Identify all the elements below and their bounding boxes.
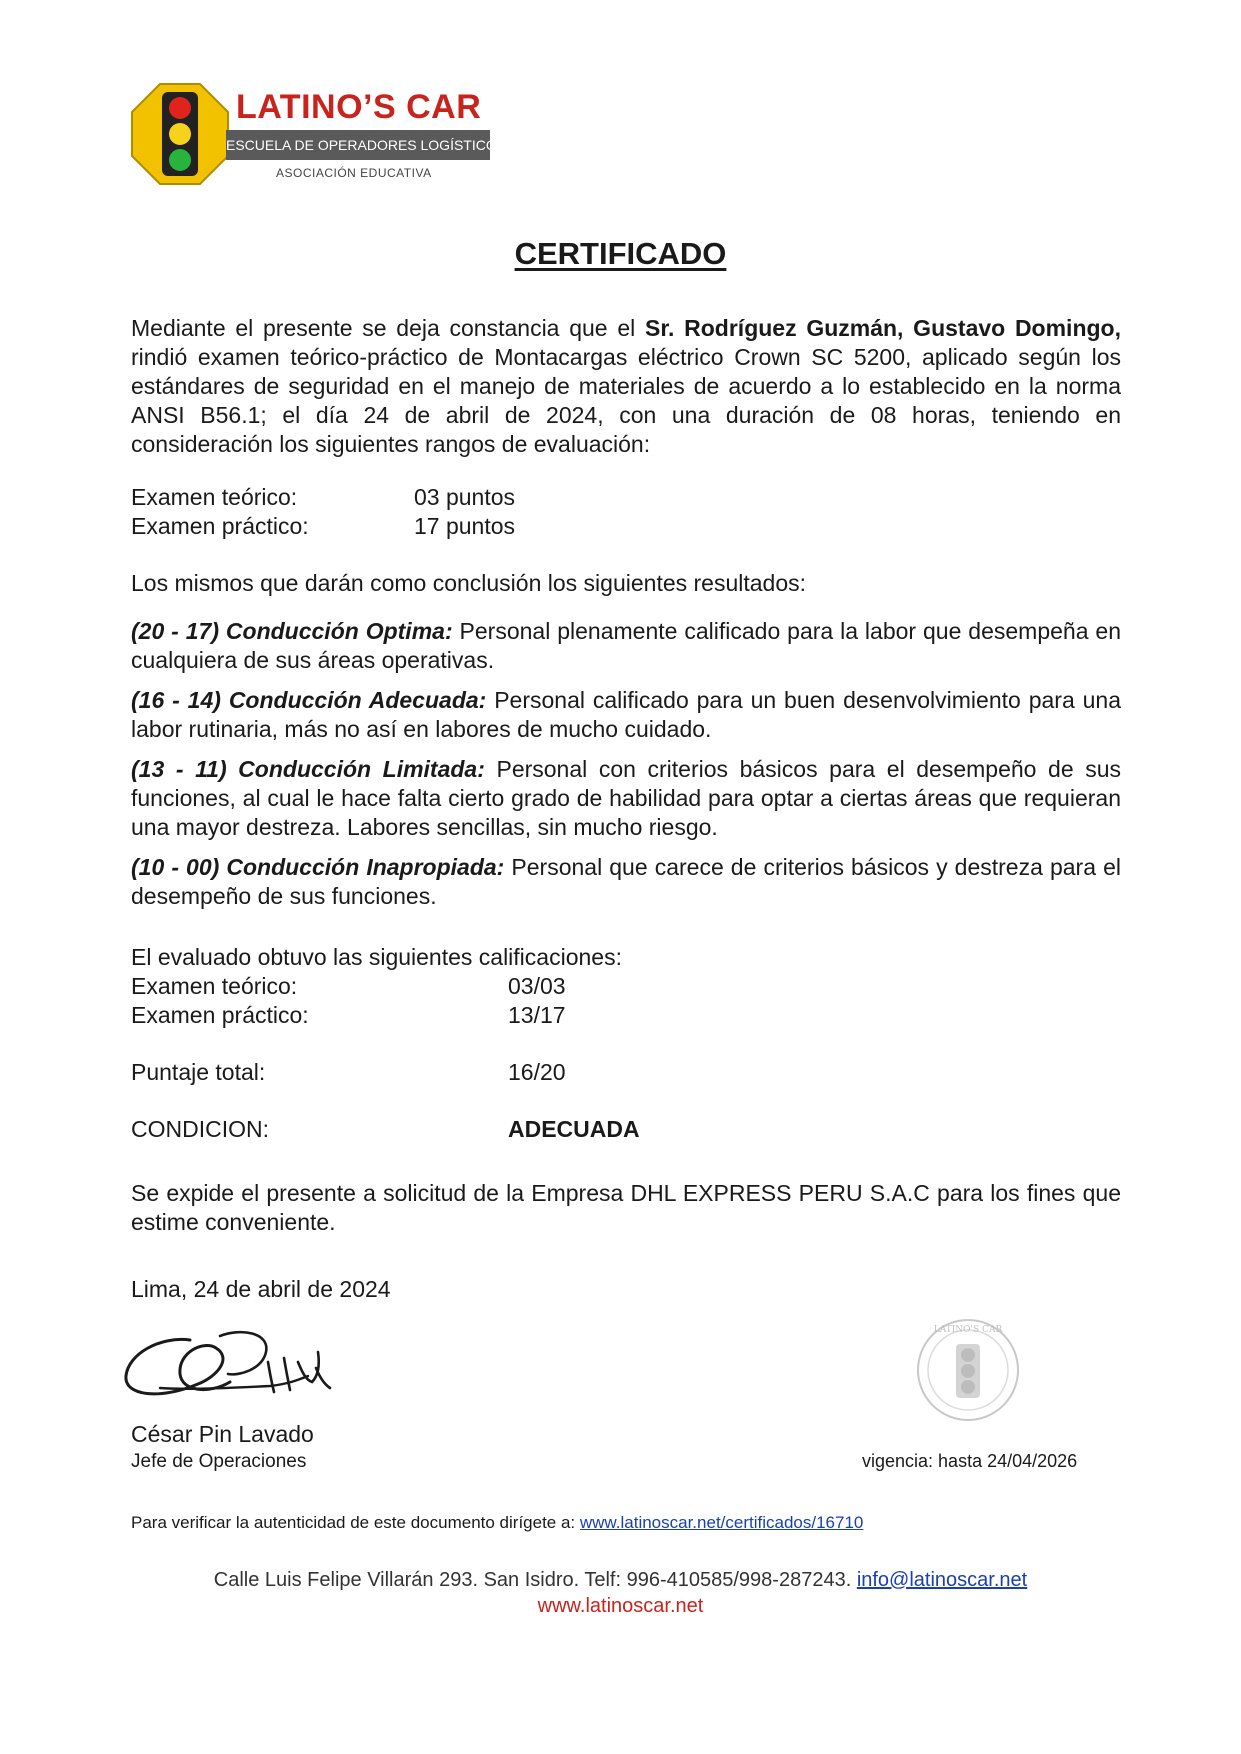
traffic-light-icon [130,82,230,186]
criterion-head: (10 - 00) Conducción Inapropiada: [131,854,505,880]
candidate-name: Sr. Rodríguez Guzmán, Gustavo Domingo, [644,315,1121,341]
issued-paragraph: Se expide el presente a solicitud de la Empresa DHL EXPRESS PERU S.A.C para los fines que estime conveniente. [131,1180,1121,1235]
seal-stamp-icon [908,1310,1028,1430]
seal-text: LATINO'S CAR [933,1325,1003,1335]
result-row-practice [131,1001,566,1030]
verification-link[interactable]: www.latinoscar.net/certificados/16710 [579,1513,864,1532]
logo-subtitle: ASOCIACIÓN EDUCATIVA [276,166,432,180]
total-score-row [131,1058,566,1087]
criterion-head: (16 - 14) Conducción Adecuada: [131,687,487,713]
signatory-role: Jefe de Operaciones [131,1451,307,1472]
criterion-optima [131,617,1121,675]
condition-value: ADECUADA [508,1116,640,1142]
criterion-head: (13 - 11) Conducción Limitada: [131,756,485,782]
results-intro: El evaluado obtuvo las siguientes calificaciones: [131,944,622,970]
range-value: 17 puntos [414,513,516,539]
intro-paragraph [131,314,1121,459]
signatory-name: César Pin Lavado [131,1421,314,1447]
criterion-adecuada [131,686,1121,744]
intro-suffix: rindió examen teórico-práctico de Montacargas eléctrico Crown SC 5200, aplicado según los estándares de seguridad en el manejo de materiales de acuerdo a lo establecido en la norma ANSI B56.1; el día 24 de abril de 2024, con una duración de 08 horas, teniendo en consideración los siguientes rangos de evaluación: [131,344,1121,457]
total-label: Puntaje total: [131,1059,266,1085]
condition-label: CONDICION: [131,1116,269,1142]
criterion-head: (20 - 17) Conducción Optima: [131,618,453,644]
range-label: Examen teórico: [131,484,298,510]
criterion-text: Personal plenamente calificado para la labor que desempeña en cualquiera de sus áreas operativas. [131,618,1121,673]
criterion-limitada [131,755,1121,842]
footer-address: Calle Luis Felipe Villarán 293. San Isidro. Telf: 996-410585/998-287243. [213,1569,857,1591]
validity-text: vigencia: hasta 24/04/2026 [862,1451,1078,1471]
range-row-practice [131,512,516,541]
conclusion-intro: Los mismos que darán como conclusión los siguientes resultados: [131,570,807,596]
result-label: Examen práctico: [131,1002,309,1028]
footer-website[interactable]: www.latinoscar.net [537,1595,704,1617]
place-date: Lima, 24 de abril de 2024 [131,1276,391,1302]
total-value: 16/20 [508,1059,566,1085]
logo [130,82,507,192]
range-label: Examen práctico: [131,513,309,539]
criterion-text: Personal que carece de criterios básicos y destreza para el desempeño de sus funciones. [131,854,1121,909]
footer-address-line [0,1569,1241,1592]
verification-text: Para verificar la autenticidad de este documento dirígete a: [131,1513,580,1532]
criterion-text: Personal calificado para un buen desenvolvimiento para una labor rutinaria, más no así en labores de mucho cuidado. [131,687,1121,742]
result-label: Examen teórico: [131,973,298,999]
verification-line [131,1513,863,1533]
document-title: CERTIFICADO [514,236,727,271]
logo-tagline: ESCUELA DE OPERADORES LOGÍSTICOS [226,130,490,160]
criterion-text: Personal con criterios básicos para el desempeño de sus funciones, al cual le hace falta cierto grado de habilidad para optar a ciertas áreas que requieran una mayor destreza. Labores sencillas, sin mucho riesgo. [131,756,1122,840]
signature-image [120,1318,340,1414]
footer-email-link[interactable]: info@latinoscar.net [856,1569,1028,1591]
result-row-theory [131,972,566,1001]
range-row-theory [131,483,516,512]
logo-brand: LATINO’S CAR [236,88,482,126]
range-value: 03 puntos [414,484,516,510]
criterion-inapropiada [131,853,1121,911]
result-value: 13/17 [508,1002,566,1028]
intro-prefix: Mediante el presente se deja constancia que el [131,315,645,341]
result-value: 03/03 [508,973,566,999]
condition-row [131,1115,640,1144]
